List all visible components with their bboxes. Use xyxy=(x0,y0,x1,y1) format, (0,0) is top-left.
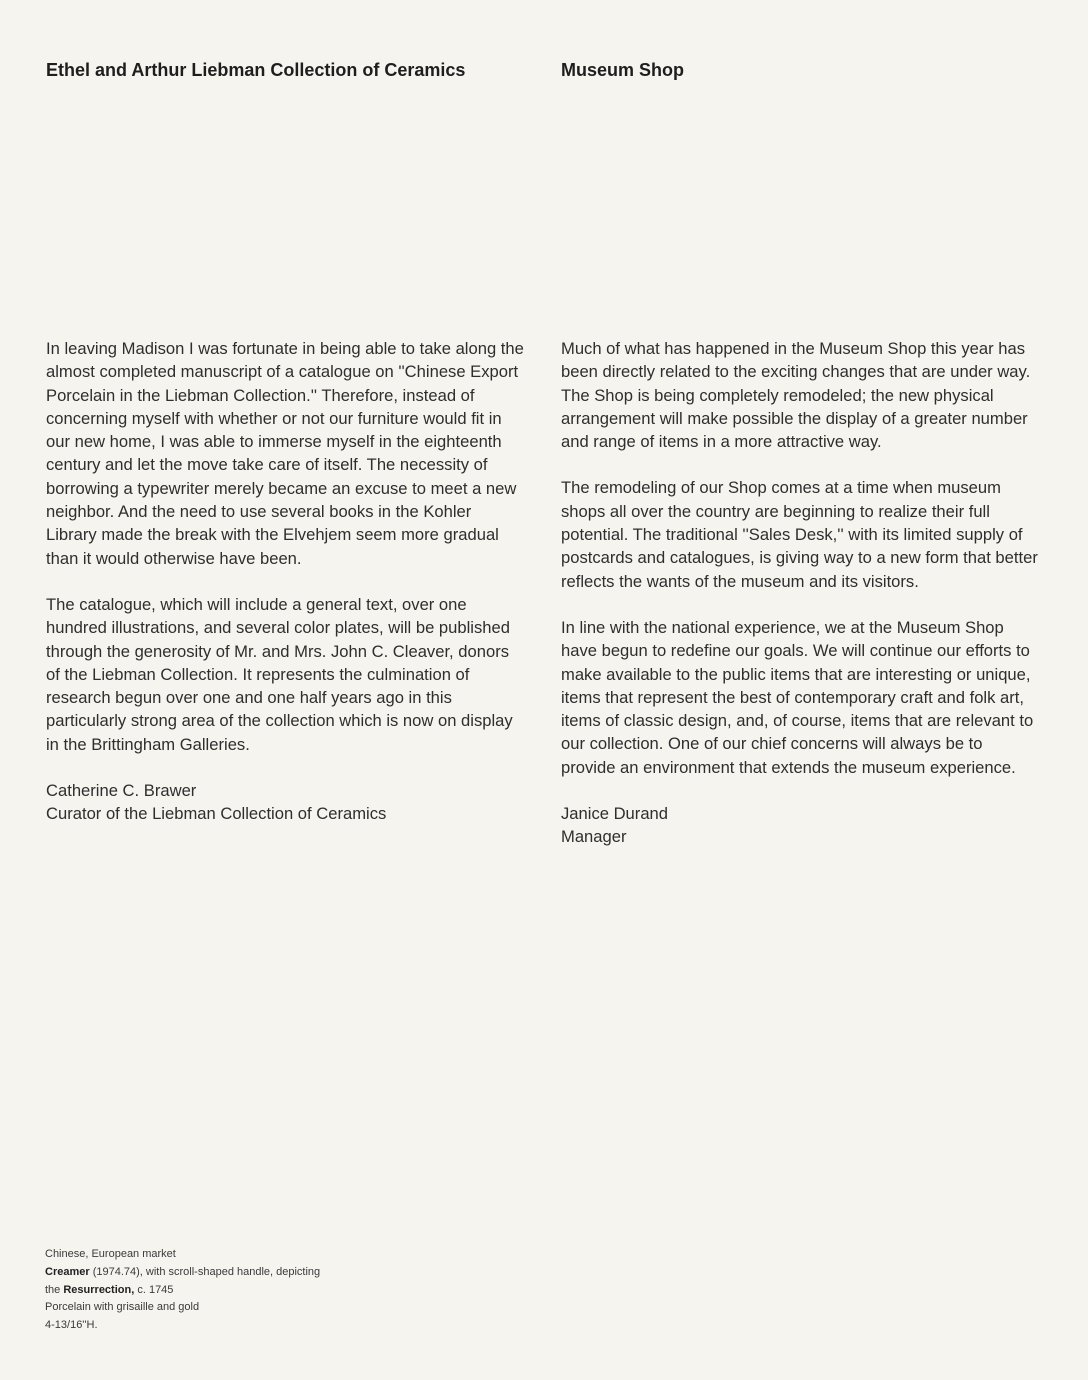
caption-medium: Porcelain with grisaille and gold xyxy=(45,1301,200,1314)
caption-subject-line xyxy=(45,1282,375,1300)
caption-dimensions: 4-13/16''H. xyxy=(45,1319,98,1332)
object-caption xyxy=(45,1246,375,1335)
caption-origin: Chinese, European market xyxy=(45,1248,176,1260)
shop-paragraph-3: In line with the national experience, we at the Museum Shop have begun to redefine our goals. We will continue our efforts to make available to the public items that are interesting or unique, items that represent the best of contemporary craft and folk art, items of classic design, and, of course, items that are relevant to our collection. One of our chief concerns will always be to provide an environment that extends the museum experience. xyxy=(561,617,1034,777)
caption-object-detail: (1974.74), with scroll-shaped handle, depicting xyxy=(89,1265,321,1278)
signature-name: Janice Durand xyxy=(561,804,669,824)
museum-shop-body xyxy=(561,337,1041,849)
liebman-paragraph-2: The catalogue, which will include a general text, over one hundred illustrations, and several color plates, will be published through the generosity of Mr. and Mrs. John C. Cleaver, donors of the Liebman Collection. It represents the culmination of research begun over one and one half years ago in this particularly strong area of the collection which is now on display in the Brittingham Galleries. xyxy=(46,594,513,754)
liebman-collection-heading: Ethel and Arthur Liebman Collection of Ceramics xyxy=(46,60,466,80)
liebman-collection-body xyxy=(46,337,526,826)
liebman-signature xyxy=(46,779,526,826)
caption-date: c. 1745 xyxy=(134,1283,174,1296)
signature-title: Curator of the Liebman Collection of Ceramics xyxy=(46,804,387,824)
museum-shop-heading: Museum Shop xyxy=(561,60,685,80)
caption-object-line xyxy=(45,1264,375,1282)
shop-signature xyxy=(561,802,1041,849)
caption-object-name: Creamer xyxy=(45,1265,90,1278)
shop-paragraph-1: Much of what has happened in the Museum Shop this year has been directly related to the exciting changes that are under way. The Shop is being completely remodeled; the new physical arrangement will make possible the display of a greater number and range of items in a more attractive way. xyxy=(561,339,1031,452)
caption-subject-name: Resurrection, xyxy=(63,1283,135,1296)
signature-title: Manager xyxy=(561,827,627,847)
caption-subject-prefix: the xyxy=(45,1283,64,1296)
shop-paragraph-2: The remodeling of our Shop comes at a time when museum shops all over the country are beginning to realize their full potential. The traditional ''Sales Desk,'' with its limited supply of postcards and catalogues, is giving way to a new form that better reflects the wants of the museum and its visitors. xyxy=(561,478,1038,591)
liebman-paragraph-1: In leaving Madison I was fortunate in being able to take along the almost completed manuscript of a catalogue on ''Chinese Export Porcelain in the Liebman Collection.'' Therefore, instead of concerning myself with whether or not our furniture would fit in our new home, I was able to immerse myself in the eighteenth century and let the move take care of itself. The necessity of borrowing a typewriter merely became an excuse to meet a new neighbor. And the need to use several books in the Kohler Library made the break with the Elvehjem seem more gradual than it would otherwise have been. xyxy=(46,339,524,568)
signature-name: Catherine C. Brawer xyxy=(46,781,197,801)
